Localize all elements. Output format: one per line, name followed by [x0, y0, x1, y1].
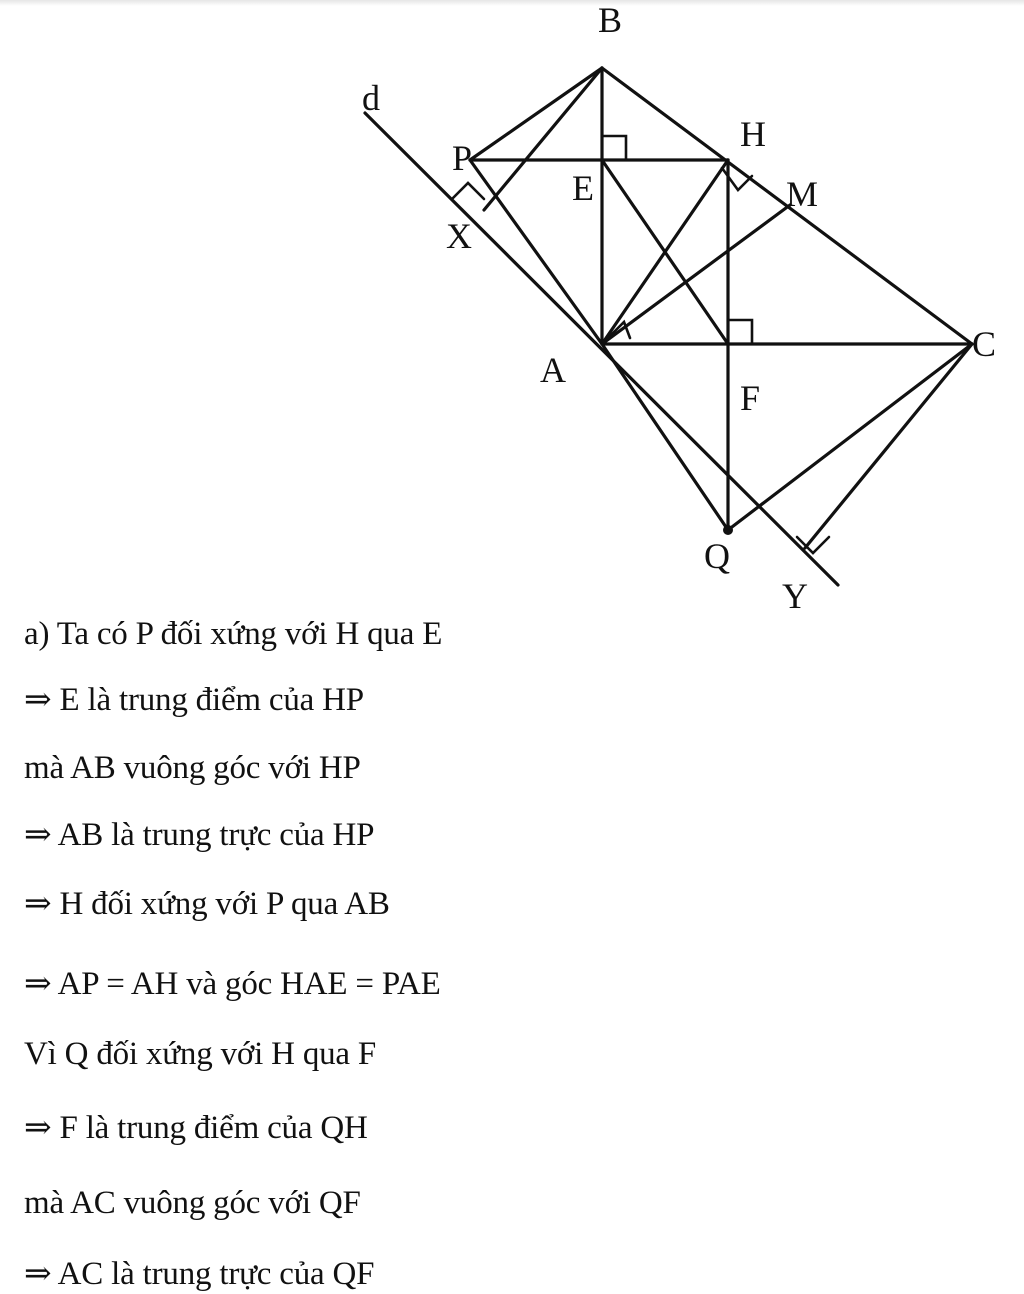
text-line: ⇒ E là trung điểm của HP [24, 682, 364, 718]
right-angle-mark-f [728, 320, 752, 344]
label-f: F [740, 378, 761, 418]
segment-am [602, 205, 790, 344]
text-line: ⇒ AP = AH và góc HAE = PAE [24, 966, 441, 1002]
label-b: B [598, 0, 623, 40]
label-a: A [540, 350, 566, 390]
text-line: ⇒ F là trung điểm của QH [24, 1110, 368, 1146]
geometry-figure [0, 0, 1024, 620]
text-line: a) Ta có P đối xứng với H qua E [24, 616, 443, 652]
label-e: E [572, 168, 594, 208]
text-line: ⇒ AB là trung trực của HP [24, 817, 375, 853]
label-h: H [740, 114, 766, 154]
right-angle-mark-e [602, 136, 626, 160]
label-x: X [446, 216, 472, 256]
text-line: ⇒ H đối xứng với P qua AB [24, 886, 390, 922]
label-m: M [786, 174, 819, 214]
segment-qc [728, 344, 972, 530]
label-y: Y [782, 576, 808, 616]
segment-cy [805, 344, 972, 548]
right-angle-mark-x [452, 183, 484, 199]
label-c: C [972, 324, 997, 364]
text-line: Vì Q đối xứng với H qua F [24, 1036, 377, 1072]
text-line: mà AB vuông góc với HP [24, 750, 361, 786]
point-q-dot [723, 525, 733, 535]
label-q: Q [704, 536, 730, 576]
text-line: ⇒ AC là trung trực của QF [24, 1256, 375, 1292]
label-d: d [362, 78, 380, 118]
label-p: P [452, 138, 473, 178]
text-line: mà AC vuông góc với QF [24, 1185, 361, 1221]
segment-aq [602, 344, 728, 530]
